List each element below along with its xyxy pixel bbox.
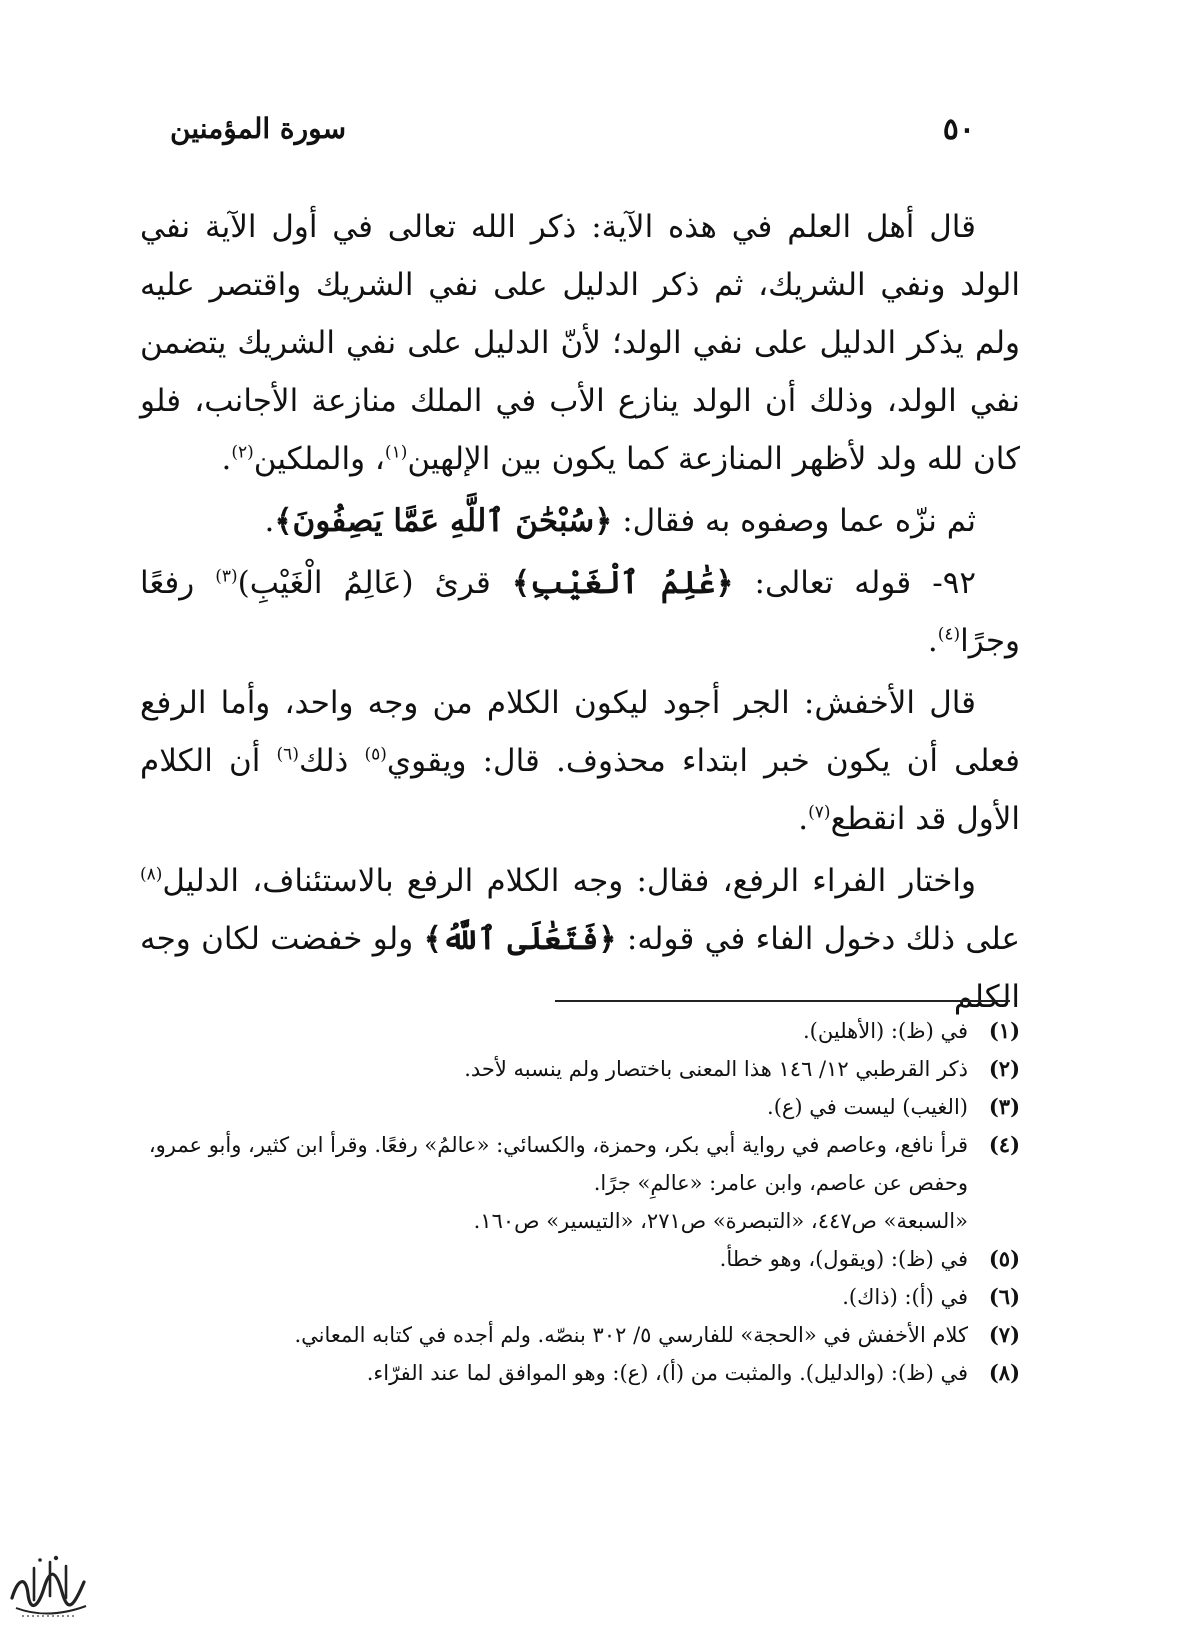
footnote-text: في (ظ): (الأهلين). (803, 1019, 968, 1043)
footnote-text: كلام الأخفش في «الحجة» للفارسي ٥/ ٣٠٢ بنصّه. ولم أجده في كتابه المعاني. (294, 1323, 968, 1347)
footnote-text: (الغيب) ليست في (ع). (767, 1095, 968, 1119)
footnote-ref-2: (٢) (231, 442, 254, 463)
footnote-number: (٧) (988, 1322, 1020, 1347)
footnote-ref-5: (٥) (364, 744, 387, 765)
footnote-text: في (ظ): (ويقول)، وهو خطأ. (719, 1247, 968, 1271)
footnote-3 (140, 1088, 1020, 1126)
footnote-text: قرأ نافع، وعاصم في رواية أبي بكر، وحمزة، والكسائي: «عالمُ» رفعًا. وقرأ ابن كثير، وأبو عمرو، وحفص عن عاصم، وابن عامر: «عالمِ» جرًا. (148, 1133, 968, 1195)
footnotes (140, 1012, 1020, 1392)
paragraph-2: ثم نزّه عما وصفوه به فقال: ﴿سُبْحَٰنَ ٱللَّهِ عَمَّا يَصِفُونَ﴾. (264, 503, 976, 539)
footnote-text: ذكر القرطبي ١٢/ ١٤٦ هذا المعنى باختصار ولم ينسبه لأحد. (464, 1057, 968, 1081)
footnote-ref-3: (٣) (215, 566, 238, 587)
footnote-number: (٣) (988, 1094, 1020, 1119)
footnote-ref-7: (٧) (808, 802, 831, 823)
footnote-2 (140, 1050, 1020, 1088)
footnote-number: (٨) (988, 1360, 1020, 1385)
footnote-5 (140, 1240, 1020, 1278)
paragraph-4: قال الأخفش: الجر أجود ليكون الكلام من وجه واحد، وأما الرفع فعلى أن يكون خبر ابتداء محذوف. قال: ويقوي$^{(٥)}$ ذلك$^{(٦)}$ أن الكلام الأول قد انقطع$^{(٧)}$. (140, 685, 1020, 837)
quran-quote: ﴿عَٰلِمُ ٱلْغَيْبِ﴾ (511, 565, 734, 601)
surah-title: سورة المؤمنين (170, 112, 347, 145)
footnote-text: «السبعة» ص٤٤٧، «التبصرة» ص٢٧١، «التيسير» ص١٦٠. (473, 1209, 968, 1233)
calligraphy-stamp-logo-icon (4, 1548, 92, 1628)
footnote-ref-4: (٤) (937, 624, 961, 645)
footnote-number: (٤) (988, 1132, 1020, 1157)
footnote-number: (٦) (988, 1284, 1020, 1309)
paragraph-1: قال أهل العلم في هذه الآية: ذكر الله تعالى في أول الآية نفي الولد ونفي الشريك، ثم ذكر الدليل على نفي الشريك واقتصر عليه ولم يذكر الدليل على نفي الولد؛ لأنّ الدليل على نفي الشريك يتضمن نفي الولد، وذلك أن الولد ينازع الأب في الملك منازعة الأجانب، فلو كان لله ولد لأظهر المنازعة كما يكون بين الإلهين$^{(١)}$، والملكين$^{(٢)}$. (140, 209, 1020, 477)
footnote-6 (140, 1278, 1020, 1316)
footnote-4 (140, 1126, 1020, 1240)
quran-quote: ﴿سُبْحَٰنَ ٱللَّهِ عَمَّا يَصِفُونَ﴾ (274, 503, 613, 539)
footnote-text: في (أ): (ذاك). (842, 1285, 968, 1309)
footnote-divider (555, 1000, 1010, 1002)
footnote-number: (٢) (988, 1056, 1020, 1081)
footnote-number: (٥) (988, 1246, 1020, 1271)
footnote-ref-8: (٨) (140, 864, 163, 885)
footnote-text: في (ظ): (والدليل). والمثبت من (أ)، (ع): وهو الموافق لما عند الفرّاء. (366, 1361, 968, 1385)
footnote-number: (١) (988, 1018, 1020, 1043)
footnote-ref-6: (٦) (276, 744, 299, 765)
footnote-ref-1: (١) (384, 442, 408, 463)
paragraph-5: واختار الفراء الرفع، فقال: وجه الكلام الرفع بالاستئناف، الدليل$^{(٨)}$ على ذلك دخول الفاء في قوله: ﴿فَتَعَٰلَى ٱللَّهُ﴾ ولو خفضت لكان وجه الكلم (140, 863, 1021, 1015)
footnote-1 (140, 1012, 1020, 1050)
page-number: ٥٠ (942, 112, 975, 147)
page-header (170, 112, 975, 152)
quran-quote: ﴿فَتَعَٰلَى ٱللَّهُ﴾ (423, 921, 617, 957)
footnote-8 (140, 1354, 1020, 1392)
footnote-7 (140, 1316, 1020, 1354)
main-text (140, 198, 1020, 1026)
paragraph-3: ٩٢- قوله تعالى: ﴿عَٰلِمُ ٱلْغَيْبِ﴾ قرئ (عَالِمُ الْغَيْبِ)$^{(٣)}$ رفعًا وجرًا$^{(٤)}$. (140, 565, 1020, 659)
